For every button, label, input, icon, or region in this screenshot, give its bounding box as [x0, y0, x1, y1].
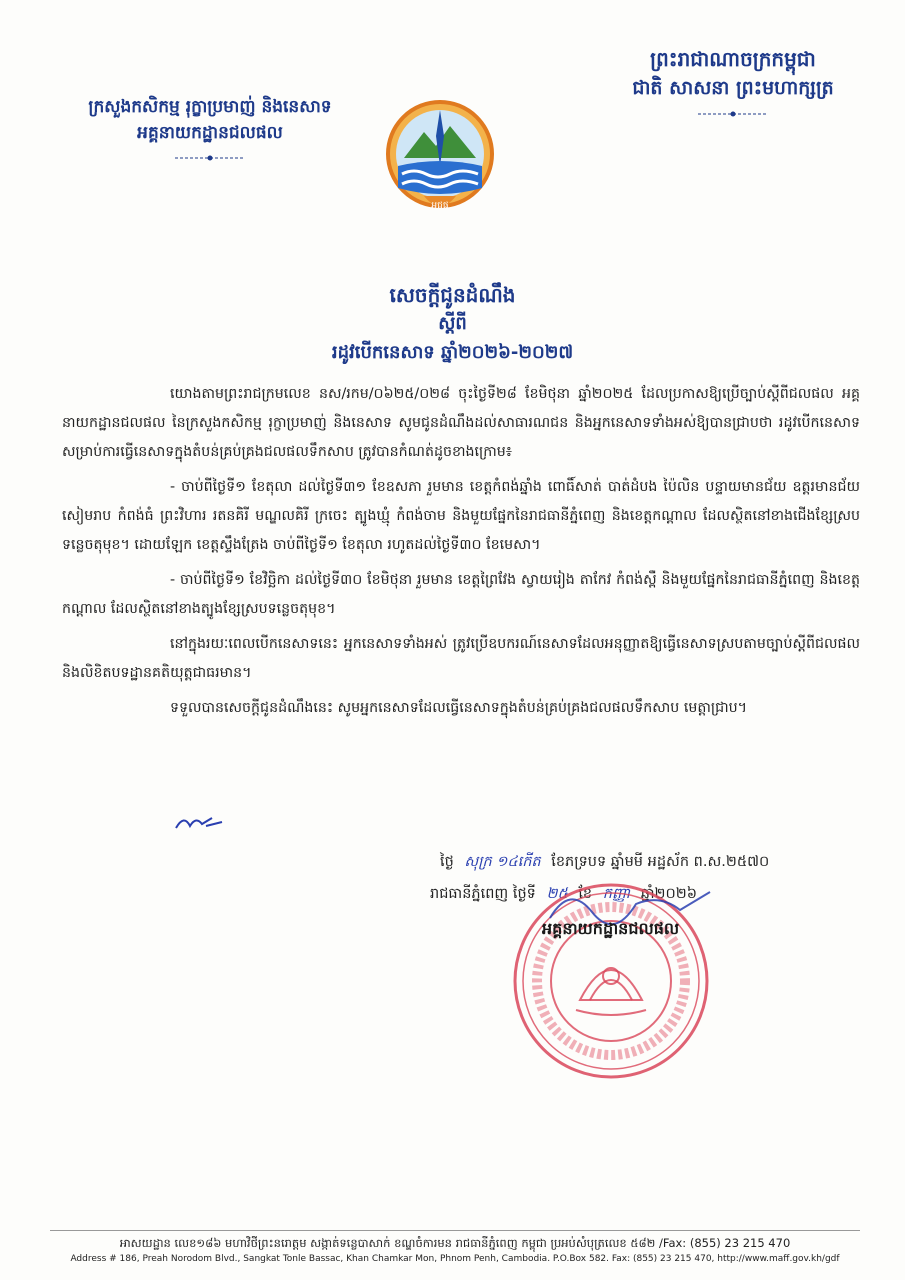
kingdom-motto: ជាតិ សាសនា ព្រះមហាក្សត្រ — [632, 77, 834, 99]
ministry-header — [20, 94, 400, 162]
ministry-name: ក្រសួងកសិកម្ម រុក្ខាប្រមាញ់ និងនេសាទ — [88, 97, 332, 117]
handwritten-month: កញ្ញា — [602, 886, 631, 902]
solar-date-line: រាជធានីភ្នំពេញ ថ្ងៃទី ២៥ ខែ កញ្ញា ឆ្នាំ២០២៦ — [430, 886, 697, 902]
paragraph-period-north: - ចាប់ពីថ្ងៃទី១ ខែតុលា ដល់ថ្ងៃទី៣១ ខែឧសភា រួមមាន ខេត្តកំពង់ឆ្នាំង ពោធិ៍សាត់ បាត់ដំបង ប៉ៃលិន បន្ទាយមានជ័យ ឧត្តរមានជ័យ សៀមរាប កំពង់ធំ ព្រះវិហារ រតនគិរី មណ្ឌលគិរី ក្រចេះ ត្បូងឃ្មុំ កំពង់ចាម និងមួយផ្នែកនៃរាជធានីភ្នំពេញ និងខេត្តកណ្តាល ដែលស្ថិតនៅខាងជើងខ្សែស្របទន្លេចតុមុខ។ ដោយឡែក ខេត្តស្ទឹងត្រែង ចាប់ពីថ្ងៃទី១ ខែតុលា រហូតដល់ថ្ងៃទី៣០ ខែមេសា។ — [62, 479, 860, 553]
notice-title-block — [0, 280, 905, 368]
notice-title: សេចក្តីជូនដំណឹង — [389, 283, 516, 307]
signer-name: អគ្គនាយកដ្ឋានជលផល — [542, 919, 680, 938]
handwritten-lunar-day: សុក្រ ១៤កើត — [464, 854, 541, 870]
logo-text: អជផ — [431, 201, 449, 211]
footer-english-address: Address # 186, Preah Norodom Blvd., Sangkat Tonle Bassac, Khan Chamkar Mon, Phnom Penh, Cambodia. P.O.Box 582. Fax: (855) 23 215 470, http://www.maff.gov.kh/gdf — [70, 1254, 840, 1264]
fisheries-logo-icon — [384, 96, 496, 218]
kingdom-header — [603, 44, 863, 118]
notice-topic: រដូវបើកនេសាទ ឆ្នាំ២០២៦-២០២៧ — [331, 342, 574, 363]
kingdom-title: ព្រះរាជាណាចក្រកម្ពុជា — [650, 47, 816, 71]
paragraph-reference: យោងតាមព្រះរាជក្រមលេខ នស/រកម/០៦២៥/០២៨ ចុះថ្ងៃទី២៨ ខែមិថុនា ឆ្នាំ២០២៥ ដែលប្រកាសឱ្យប្រើច្បាប់ស្តីពីជលផល អគ្គនាយកដ្ឋានជលផល នៃក្រសួងកសិកម្ម រុក្ខាប្រមាញ់ និងនេសាទ សូមជូនដំណឹងដល់សាធារណជន និងអ្នកនេសាទទាំងអស់ឱ្យបានជ្រាបថា រដូវបើកនេសាទសម្រាប់ការធ្វើនេសាទក្នុងតំបន់គ្រប់គ្រងជលផលទឹកសាប ត្រូវបានកំណត់ដូចខាងក្រោម៖ — [62, 386, 860, 460]
paragraph-closing: ទទួលបានសេចក្តីជូនដំណឹងនេះ សូមអ្នកនេសាទដែលធ្វើនេសាទក្នុងតំបន់គ្រប់គ្រងជលផលទឹកសាប មេត្តាជ្រាប។ — [170, 700, 747, 716]
footer-khmer-address: អាសយដ្ឋាន លេខ១៨៦ មហាវិថីព្រះនរោត្តម សង្កាត់ទន្លេបាសាក់ ខណ្ឌចំការមន រាជធានីភ្នំពេញ កម្ពុជា ប្រអប់សំបុត្រលេខ ៥៨២ /Fax: (855) 23 215 470 — [119, 1236, 791, 1250]
department-name: អគ្គនាយកដ្ឋានជលផល — [137, 123, 283, 143]
paragraph-equipment: នៅក្នុងរយៈពេលបើកនេសាទនេះ អ្នកនេសាទទាំងអស់ ត្រូវប្រើឧបករណ៍នេសាទដែលអនុញ្ញាតឱ្យធ្វើនេសាទស្របតាមច្បាប់ស្តីពីជលផលនិងលិខិតបទដ្ឋានគតិយុត្តជាធរមាន។ — [62, 636, 860, 681]
address-footer — [50, 1230, 860, 1266]
paragraph-period-south: - ចាប់ពីថ្ងៃទី១ ខែវិច្ឆិកា ដល់ថ្ងៃទី៣០ ខែមិថុនា រួមមាន ខេត្តព្រៃវែង ស្វាយរៀង តាកែវ កំពង់ស្ពឺ និងមួយផ្នែកនៃរាជធានីភ្នំពេញ និងខេត្តកណ្តាល ដែលស្ថិតនៅខាងត្បូងខ្សែស្របទន្លេចតុមុខ។ — [62, 572, 860, 617]
handwritten-day: ២៥ — [546, 886, 568, 902]
handwritten-mark-icon — [172, 810, 232, 834]
ornament-divider-icon — [698, 110, 768, 118]
lunar-date-line: ថ្ងៃ សុក្រ ១៤កើត ខែភទ្របទ ឆ្នាំមមី អដ្ឋស័ក ព.ស.២៥៧០ — [440, 854, 770, 870]
notice-body — [62, 380, 860, 729]
notice-subtitle: ស្តីពី — [438, 313, 467, 334]
ornament-divider-icon — [175, 154, 245, 162]
